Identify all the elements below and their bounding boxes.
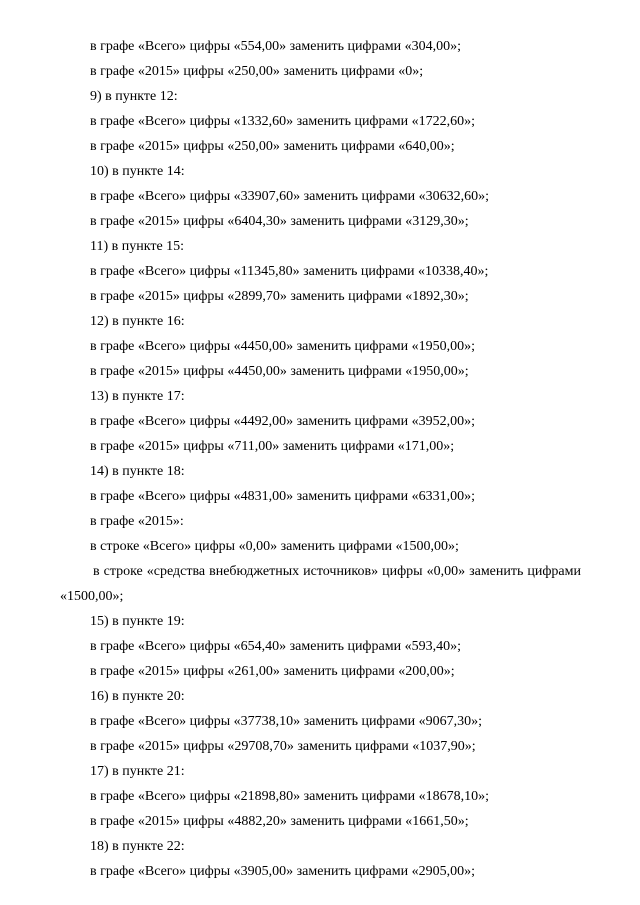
text-line: в графе «2015» цифры «4450,00» заменить цифрами «1950,00»; — [90, 364, 469, 379]
text-line: в графе «Всего» цифры «1332,60» заменить цифрами «1722,60»; — [90, 114, 475, 129]
text-line: 15) в пункте 19: — [90, 614, 185, 629]
text-line: в графе «Всего» цифры «4492,00» заменить цифрами «3952,00»; — [90, 414, 475, 429]
text-line: в графе «2015» цифры «2899,70» заменить цифрами «1892,30»; — [90, 289, 469, 304]
text-line: в графе «Всего» цифры «11345,80» заменить цифрами «10338,40»; — [90, 264, 489, 279]
text-line: 16) в пункте 20: — [90, 689, 185, 704]
text-line: в строке «средства внебюджетных источников» цифры «0,00» заменить цифрами — [93, 564, 581, 579]
text-line: «1500,00»; — [60, 589, 124, 604]
text-line: в графе «Всего» цифры «33907,60» заменить цифрами «30632,60»; — [90, 189, 489, 204]
text-line: в графе «2015» цифры «6404,30» заменить цифрами «3129,30»; — [90, 214, 469, 229]
text-line: в графе «Всего» цифры «37738,10» заменить цифрами «9067,30»; — [90, 714, 482, 729]
text-line: в графе «Всего» цифры «21898,80» заменить цифрами «18678,10»; — [90, 789, 489, 804]
text-line: 18) в пункте 22: — [90, 839, 185, 854]
text-line: в графе «2015» цифры «261,00» заменить цифрами «200,00»; — [90, 664, 455, 679]
text-line: в графе «2015»: — [90, 514, 184, 529]
text-line: 17) в пункте 21: — [90, 764, 185, 779]
text-line: 9) в пункте 12: — [90, 89, 178, 104]
text-line: в графе «2015» цифры «250,00» заменить цифрами «0»; — [90, 64, 424, 79]
text-line: 14) в пункте 18: — [90, 464, 185, 479]
text-line: 13) в пункте 17: — [90, 389, 185, 404]
text-line: в графе «2015» цифры «711,00» заменить цифрами «171,00»; — [90, 439, 455, 454]
text-line: в графе «2015» цифры «250,00» заменить цифрами «640,00»; — [90, 139, 455, 154]
text-line: в графе «Всего» цифры «654,40» заменить цифрами «593,40»; — [90, 639, 461, 654]
text-line: в графе «Всего» цифры «4450,00» заменить цифрами «1950,00»; — [90, 339, 475, 354]
text-line: 12) в пункте 16: — [90, 314, 185, 329]
text-line: в графе «2015» цифры «4882,20» заменить цифрами «1661,50»; — [90, 814, 469, 829]
text-line: в строке «Всего» цифры «0,00» заменить цифрами «1500,00»; — [90, 539, 459, 554]
text-line: в графе «Всего» цифры «3905,00» заменить цифрами «2905,00»; — [90, 864, 475, 879]
text-line: в графе «Всего» цифры «4831,00» заменить цифрами «6331,00»; — [90, 489, 475, 504]
text-line: в графе «2015» цифры «29708,70» заменить цифрами «1037,90»; — [90, 739, 476, 754]
text-line: 10) в пункте 14: — [90, 164, 185, 179]
text-line: в графе «Всего» цифры «554,00» заменить цифрами «304,00»; — [90, 39, 461, 54]
text-line: 11) в пункте 15: — [90, 239, 185, 254]
